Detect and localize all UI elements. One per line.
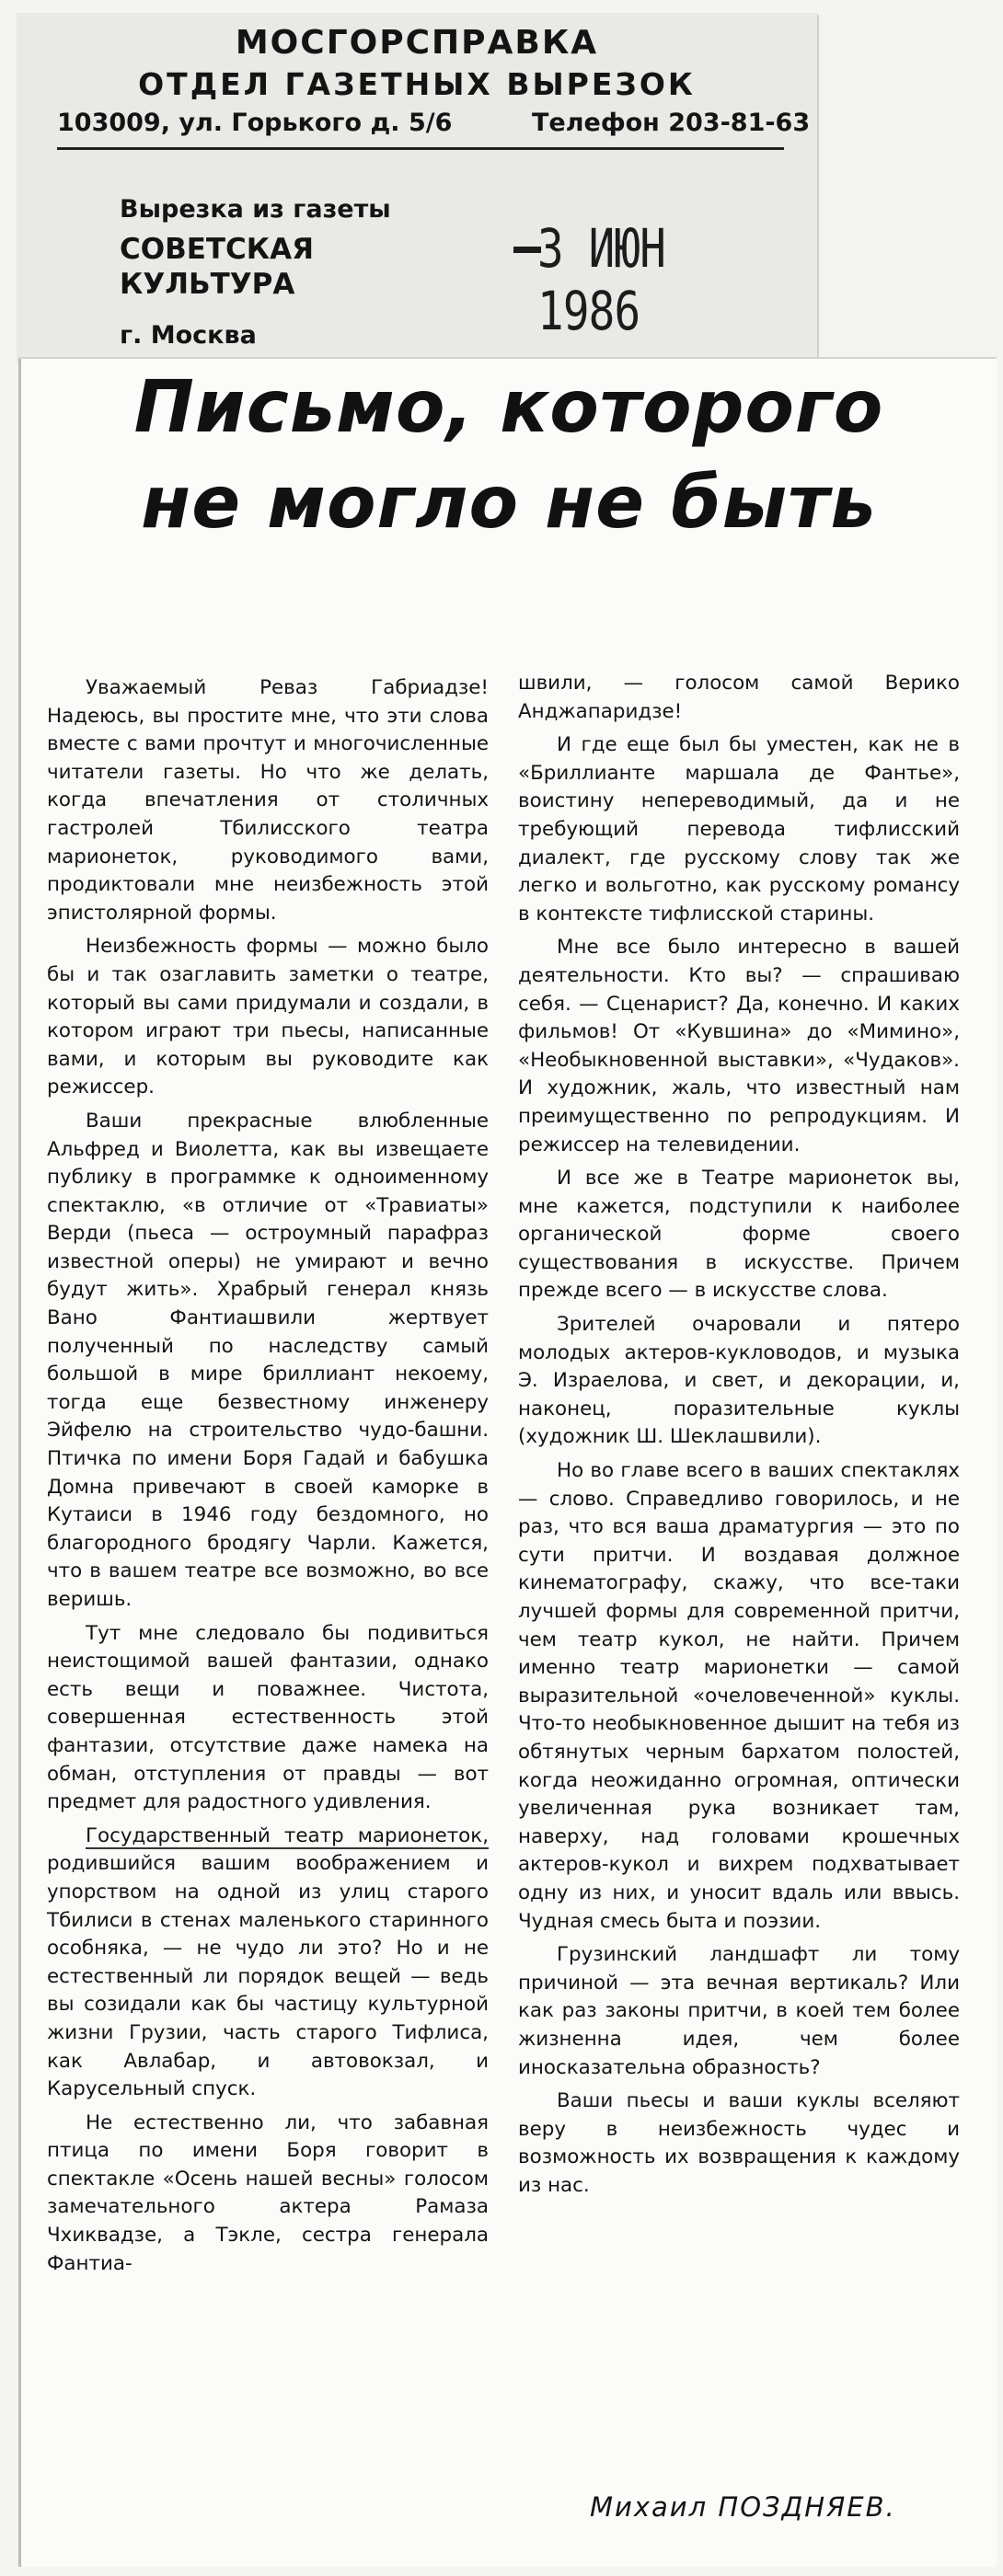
clipping-header-slip (17, 13, 817, 362)
author-signature: Михаил ПОЗДНЯЕВ. (590, 2491, 896, 2523)
paragraph-text: родившийся вашим воображением и упорством на одной из улиц старого Тбилиси в стенах маленького старинного особняка, — не чудо ли это? Но и не естественный ли порядок вещей — ведь вы созидали как бы частицу культурной жизни Грузии, часть старого Тифлиса, как Авлабар, и автовокзал, и Карусельный спуск. (47, 1852, 489, 2101)
paragraph (47, 1823, 489, 2104)
agency-address: 103009, ул. Горького д. 5/6 (57, 109, 453, 137)
paragraph: Уважаемый Реваз Габриадзе! Надеюсь, вы простите мне, что эти слова вместе с вами прочтут и многочисленные читатели газеты. Но что же делать, когда впечатления от столичных гастролей Тбилисского театра марионеток, руководимого вами, продиктовали мне неизбежность этой эпистолярной формы. (47, 676, 489, 925)
paragraph: Но во главе всего в ваших спектаклях — слово. Справедливо говорилось, и не раз, что вся ваша драматургия — это по сути притчи. И воздавая должное кинематографу, скажу, что все-таки лучшей формы для современной притчи, чем театр кукол, не найти. Причем именно театр марионетки — самой выразительной «очеловеченной» куклы. Что-то необыкновенное дышит на тебя из обтянутых черным бархатом полостей, когда неожиданно огромная, оптически увеличенная рука возникает там, наверху, над головами крошечных актеров-кукол и вихрем подхватывает одну из них, и уносит вдаль или ввысь. Чудная смесь быта и поэзии. (518, 1459, 960, 1933)
article-column-left (47, 523, 489, 2283)
paragraph: Мне все было интересно в вашей деятельности. Кто вы? — спрашиваю себя. — Сценарист? Да, конечно. И каких фильмов! От «Кувшина» до «Мимино», «Необыкновенной выставки», «Чудаков». И художник, жаль, что известный нам преимущественно по репродукциям. И режиссер на телевидении. (518, 936, 960, 1156)
agency-phone: Телефон 203-81-63 (532, 109, 811, 137)
underlined-phrase: Государственный театр марионеток, (86, 1823, 489, 1847)
agency-name: МОСГОРСПРАВКА (235, 24, 599, 62)
paragraph: Ваши пьесы и ваши куклы вселяют веру в неизбежность чудес и возможность их возвращения к каждому из нас. (518, 2089, 960, 2197)
paragraph: Не естественно ли, что забавная птица по имени Боря говорит в спектакле «Осень нашей весны» голосом замечательного актера Рамаза Чхиквадзе, а Тэкле, сестра генерала Фантиа- (47, 2110, 489, 2275)
clipping-label: Вырезка из газеты (120, 195, 391, 224)
newspaper-name: СОВЕТСКАЯ КУЛЬТУРА (120, 233, 315, 301)
paragraph: И все же в Театре марионеток вы, мне кажется, подступили к наиболее органической форме своего существования в искусстве. Причем прежде всего — в искусстве слова. (518, 1167, 960, 1303)
date-stamp: 3 ИЮН 1986 (537, 217, 666, 342)
article-clipping (18, 359, 997, 2567)
paragraph: Зрителей очаровали и пятеро молодых актеров-кукловодов, и музыка Э. Израелова, и свет, и декорации, и, наконец, поразительные куклы (художник Ш. Шеклашвили). (518, 1313, 960, 1449)
department-name: ОТДЕЛ ГАЗЕТНЫХ ВЫРЕЗОК (138, 66, 696, 102)
paragraph: И где еще был бы уместен, как не в «Бриллианте маршала де Фантье», воистину непереводимый, да и не требующий перевода тифлисский диалект, где русскому слову так же легко и вольготно, как русскому романсу в контексте тифлисской старины. (518, 733, 960, 926)
article-title-line1: Письмо, которого (133, 366, 884, 449)
article-title-line2: не могло не быть (141, 462, 877, 545)
header-rule (57, 147, 784, 150)
paragraph: Тут мне следовало бы подивиться неистощимой вашей фантазии, однако есть вещи и поважнее. Чистота, совершенная естественность этой фантазии, отсутствие даже намека на обман, отступления от правды — вот предмет для радостного удивления. (47, 1621, 489, 1814)
newspaper-city: г. Москва (120, 321, 257, 350)
article-column-right (518, 523, 960, 2205)
paragraph: Неизбежность формы — можно было бы и так озаглавить заметки о театре, который вы сами придумали и создали, в котором играют три пьесы, написанные вами, и которым вы руководите как режиссер. (47, 935, 489, 1099)
paragraph: Грузинский ландшафт ли тому причиной — эта вечная вертикаль? Или как раз законы притчи, в коей тем более жизненна идея, чем более иносказательна образность? (518, 1943, 960, 2079)
paragraph: Ваши прекрасные влюбленные Альфред и Виолетта, как вы извещаете публику в программке к одноименному спектаклю, «в отличие от «Травиаты» Верди (пьеса — остроумный парафраз известной оперы) не умирают и вечно будут жить». Храбрый генерал князь Вано Фантиашвили жертвует полученный по наследству самый большой в мире бриллиант некоему, тогда еще безвестному инженеру Эйфелю на строительство чудо-башни. Птичка по имени Боря Гадай и бабушка Домна привечают в своей каморке в Кутаиси в 1946 году бездомного, но благородного бродягу Чарли. Кажется, что в вашем театре все возможно, во все веришь. (47, 1109, 489, 1611)
paragraph: швили, — голосом самой Верико Анджапаридзе! (518, 672, 960, 723)
